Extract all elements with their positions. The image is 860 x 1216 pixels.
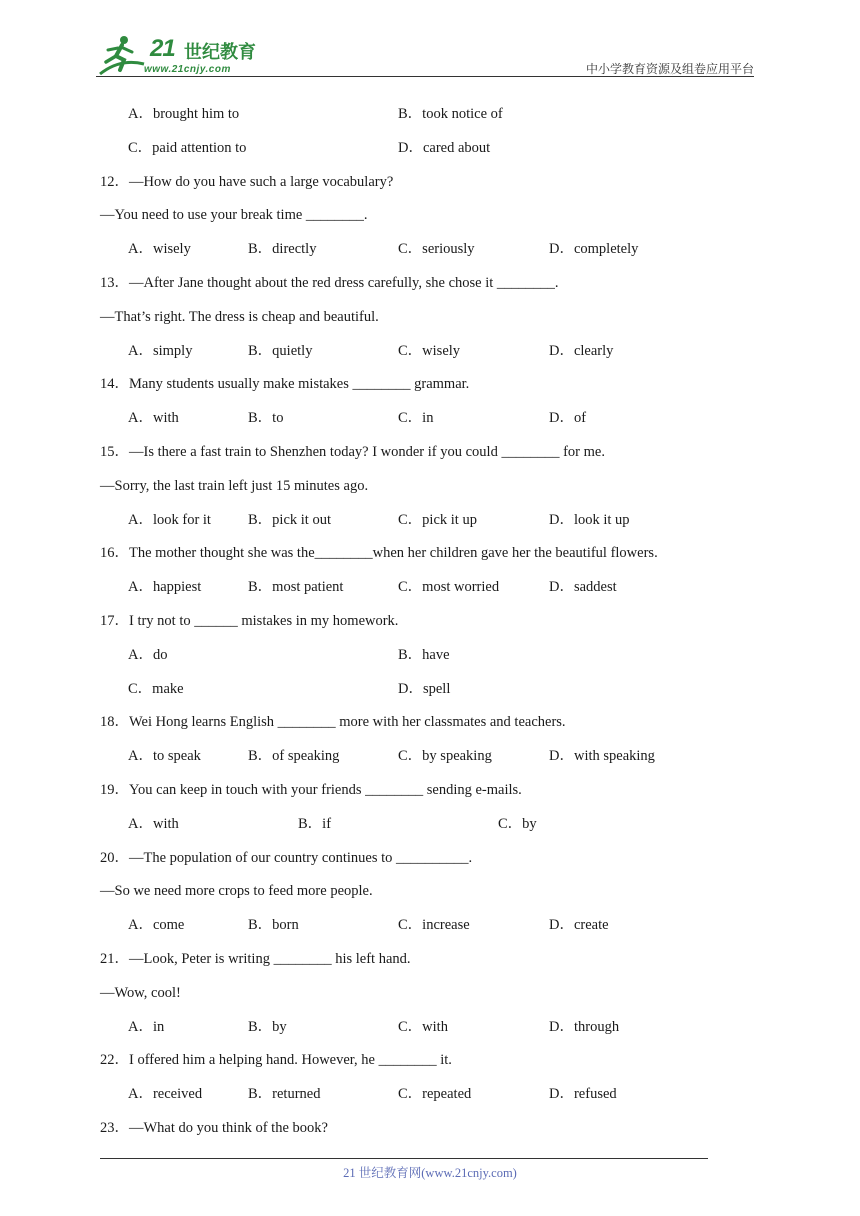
answer-option: D．look it up	[549, 511, 630, 528]
question-stem: 17．I try not to ______ mistakes in my homework.	[100, 613, 399, 629]
question-stem: 16．The mother thought she was the________when her children gave her the beautiful flowers.	[100, 545, 658, 562]
option-q11-a: A．brought him to	[128, 106, 240, 122]
answer-option: A．wisely	[128, 241, 191, 258]
answer-option: B．if	[298, 815, 332, 832]
question-stem: 15．—Is there a fast train to Shenzhen today? I wonder if you could ________ for me.	[100, 444, 605, 460]
answer-option: A．do	[128, 646, 168, 663]
answer-option: C．with	[398, 1018, 448, 1035]
answer-option: B．pick it out	[248, 511, 331, 528]
footer-divider	[100, 1158, 708, 1159]
question-dialogue-line: —Sorry, the last train left just 15 minutes ago.	[100, 477, 369, 494]
question-dialogue-line: —You need to use your break time ________.	[100, 207, 368, 224]
question-stem: 14．Many students usually make mistakes ________ grammar.	[100, 376, 470, 393]
answer-option: C．pick it up	[398, 511, 477, 528]
question-stem: 19．You can keep in touch with your friends ________ sending e-mails.	[100, 782, 522, 798]
answer-option: C．by	[498, 815, 537, 832]
option-q11-c: C．paid attention to	[128, 140, 247, 156]
answer-option: B．of speaking	[248, 748, 340, 765]
answer-option: A．simply	[128, 342, 193, 359]
answer-option: A．come	[128, 917, 185, 934]
question-stem: 23．—What do you think of the book?	[100, 1120, 328, 1136]
answer-option: D．clearly	[549, 342, 614, 359]
answer-option: A．to speak	[128, 748, 201, 765]
answer-option: B．have	[398, 646, 450, 663]
answer-option: C．seriously	[398, 241, 475, 258]
answer-option: A．look for it	[128, 511, 211, 528]
answer-option: A．received	[128, 1086, 203, 1103]
option-q11-d: D．cared about	[398, 140, 491, 156]
answer-option: C．most worried	[398, 579, 500, 596]
answer-option: B．quietly	[248, 342, 313, 359]
question-stem: 18．Wei Hong learns English ________ more with her classmates and teachers.	[100, 714, 566, 731]
runner-logo-icon	[94, 34, 146, 78]
option-q11-b: B．took notice of	[398, 106, 503, 122]
question-stem: 21．—Look, Peter is writing ________ his left hand.	[100, 951, 411, 967]
header-platform-text: 中小学教育资源及组卷应用平台	[585, 62, 754, 76]
page-header	[0, 0, 860, 90]
answer-option: D．create	[549, 917, 609, 934]
answer-option: B．to	[248, 410, 284, 427]
answer-option: C．in	[398, 410, 434, 427]
answer-option: A．happiest	[128, 579, 202, 596]
question-stem: 12．—How do you have such a large vocabulary?	[100, 173, 394, 190]
answer-option: A．with	[128, 410, 179, 427]
answer-option: C．wisely	[398, 342, 461, 359]
answer-option: C．make	[128, 680, 184, 697]
answer-option: C．increase	[398, 917, 470, 934]
header-divider	[96, 76, 754, 77]
answer-option: D．spell	[398, 680, 451, 697]
logo-number: 21	[150, 35, 175, 62]
answer-option: D．of	[549, 410, 587, 427]
logo-url: www.21cnjy.com	[144, 64, 231, 75]
question-dialogue-line: —Wow, cool!	[100, 984, 181, 1001]
answer-option: D．through	[549, 1018, 620, 1035]
logo-text: 世纪教育	[184, 42, 256, 63]
answer-option: D．completely	[549, 241, 639, 258]
footer-text: 21 世纪教育网(www.21cnjy.com)	[343, 1166, 517, 1180]
answer-option: D．saddest	[549, 579, 617, 596]
answer-option: B．born	[248, 917, 299, 934]
question-stem: 22．I offered him a helping hand. However, he ________ it.	[100, 1052, 452, 1069]
answer-option: A．with	[128, 815, 179, 832]
question-dialogue-line: —That’s right. The dress is cheap and beautiful.	[100, 308, 379, 325]
answer-option: B．returned	[248, 1086, 321, 1103]
question-stem: 20．—The population of our country continues to __________.	[100, 849, 473, 866]
answer-option: B．by	[248, 1018, 287, 1035]
answer-option: D．refused	[549, 1086, 617, 1103]
answer-option: D．with speaking	[549, 748, 655, 765]
site-logo	[94, 34, 264, 78]
answer-option: A．in	[128, 1018, 165, 1035]
question-stem: 13．—After Jane thought about the red dress carefully, she chose it ________.	[100, 275, 559, 291]
answer-option: C．by speaking	[398, 748, 492, 765]
answer-option: C．repeated	[398, 1086, 472, 1103]
answer-option: B．most patient	[248, 579, 344, 596]
question-dialogue-line: —So we need more crops to feed more people.	[100, 883, 373, 900]
answer-option: B．directly	[248, 241, 317, 258]
